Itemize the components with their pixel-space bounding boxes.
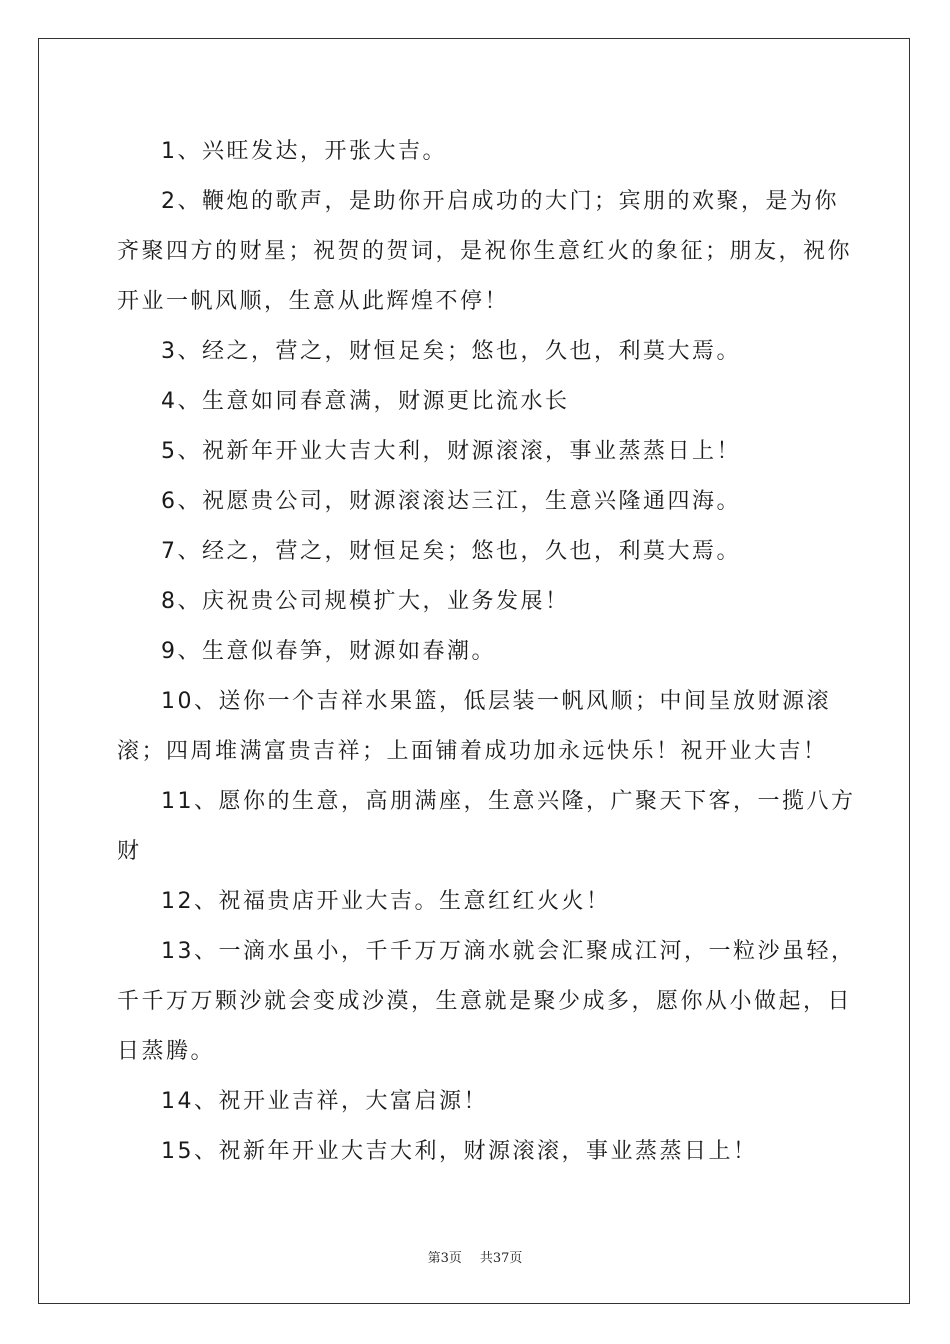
- paragraph-5: 5、祝新年开业大吉大利，财源滚滚，事业蒸蒸日上！: [161, 439, 741, 464]
- paragraph-4: 4、生意如同春意满，财源更比流水长: [161, 389, 570, 414]
- paragraph-13: 13、一滴水虽小，千千万万滴水就会汇聚成江河，一粒沙虽轻，千千万万颗沙就会变成沙漠，生意就是聚少成多，愿你从小做起，日日蒸腾。: [117, 939, 856, 1064]
- paragraph-12: 12、祝福贵店开业大吉。生意红红火火！: [161, 889, 611, 914]
- document-body: [117, 127, 857, 1177]
- paragraph-9: 9、生意似春笋，财源如春潮。: [161, 639, 496, 664]
- paragraph-15: 15、祝新年开业大吉大利，财源滚滚，事业蒸蒸日上！: [161, 1139, 758, 1164]
- paragraph-3: 3、经之，营之，财恒足矣；悠也，久也，利莫大焉。: [161, 339, 741, 364]
- paragraph-2: 2、鞭炮的歌声，是助你开启成功的大门；宾朋的欢聚，是为你齐聚四方的财星；祝贺的贺词，是祝你生意红火的象征；朋友，祝你开业一帆风顺，生意从此辉煌不停！: [117, 189, 853, 314]
- paragraph-14: 14、祝开业吉祥，大富启源！: [161, 1089, 488, 1114]
- paragraph-11: 11、愿你的生意，高朋满座，生意兴隆，广聚天下客，一揽八方财: [117, 789, 856, 864]
- paragraph-7: 7、经之，营之，财恒足矣；悠也，久也，利莫大焉。: [161, 539, 741, 564]
- paragraph-1: 1、兴旺发达，开张大吉。: [161, 139, 447, 164]
- page-number: 第3页: [427, 1251, 462, 1266]
- paragraph-8: 8、庆祝贵公司规模扩大，业务发展！: [161, 589, 570, 614]
- page-footer: [0, 1247, 950, 1266]
- paragraph-10: 10、送你一个吉祥水果篮，低层装一帆风顺；中间呈放财源滚滚；四周堆满富贵吉祥；上面铺着成功加永远快乐！祝开业大吉！: [117, 689, 831, 764]
- paragraph-6: 6、祝愿贵公司，财源滚滚达三江，生意兴隆通四海。: [161, 489, 741, 514]
- total-pages: 共37页: [479, 1251, 523, 1266]
